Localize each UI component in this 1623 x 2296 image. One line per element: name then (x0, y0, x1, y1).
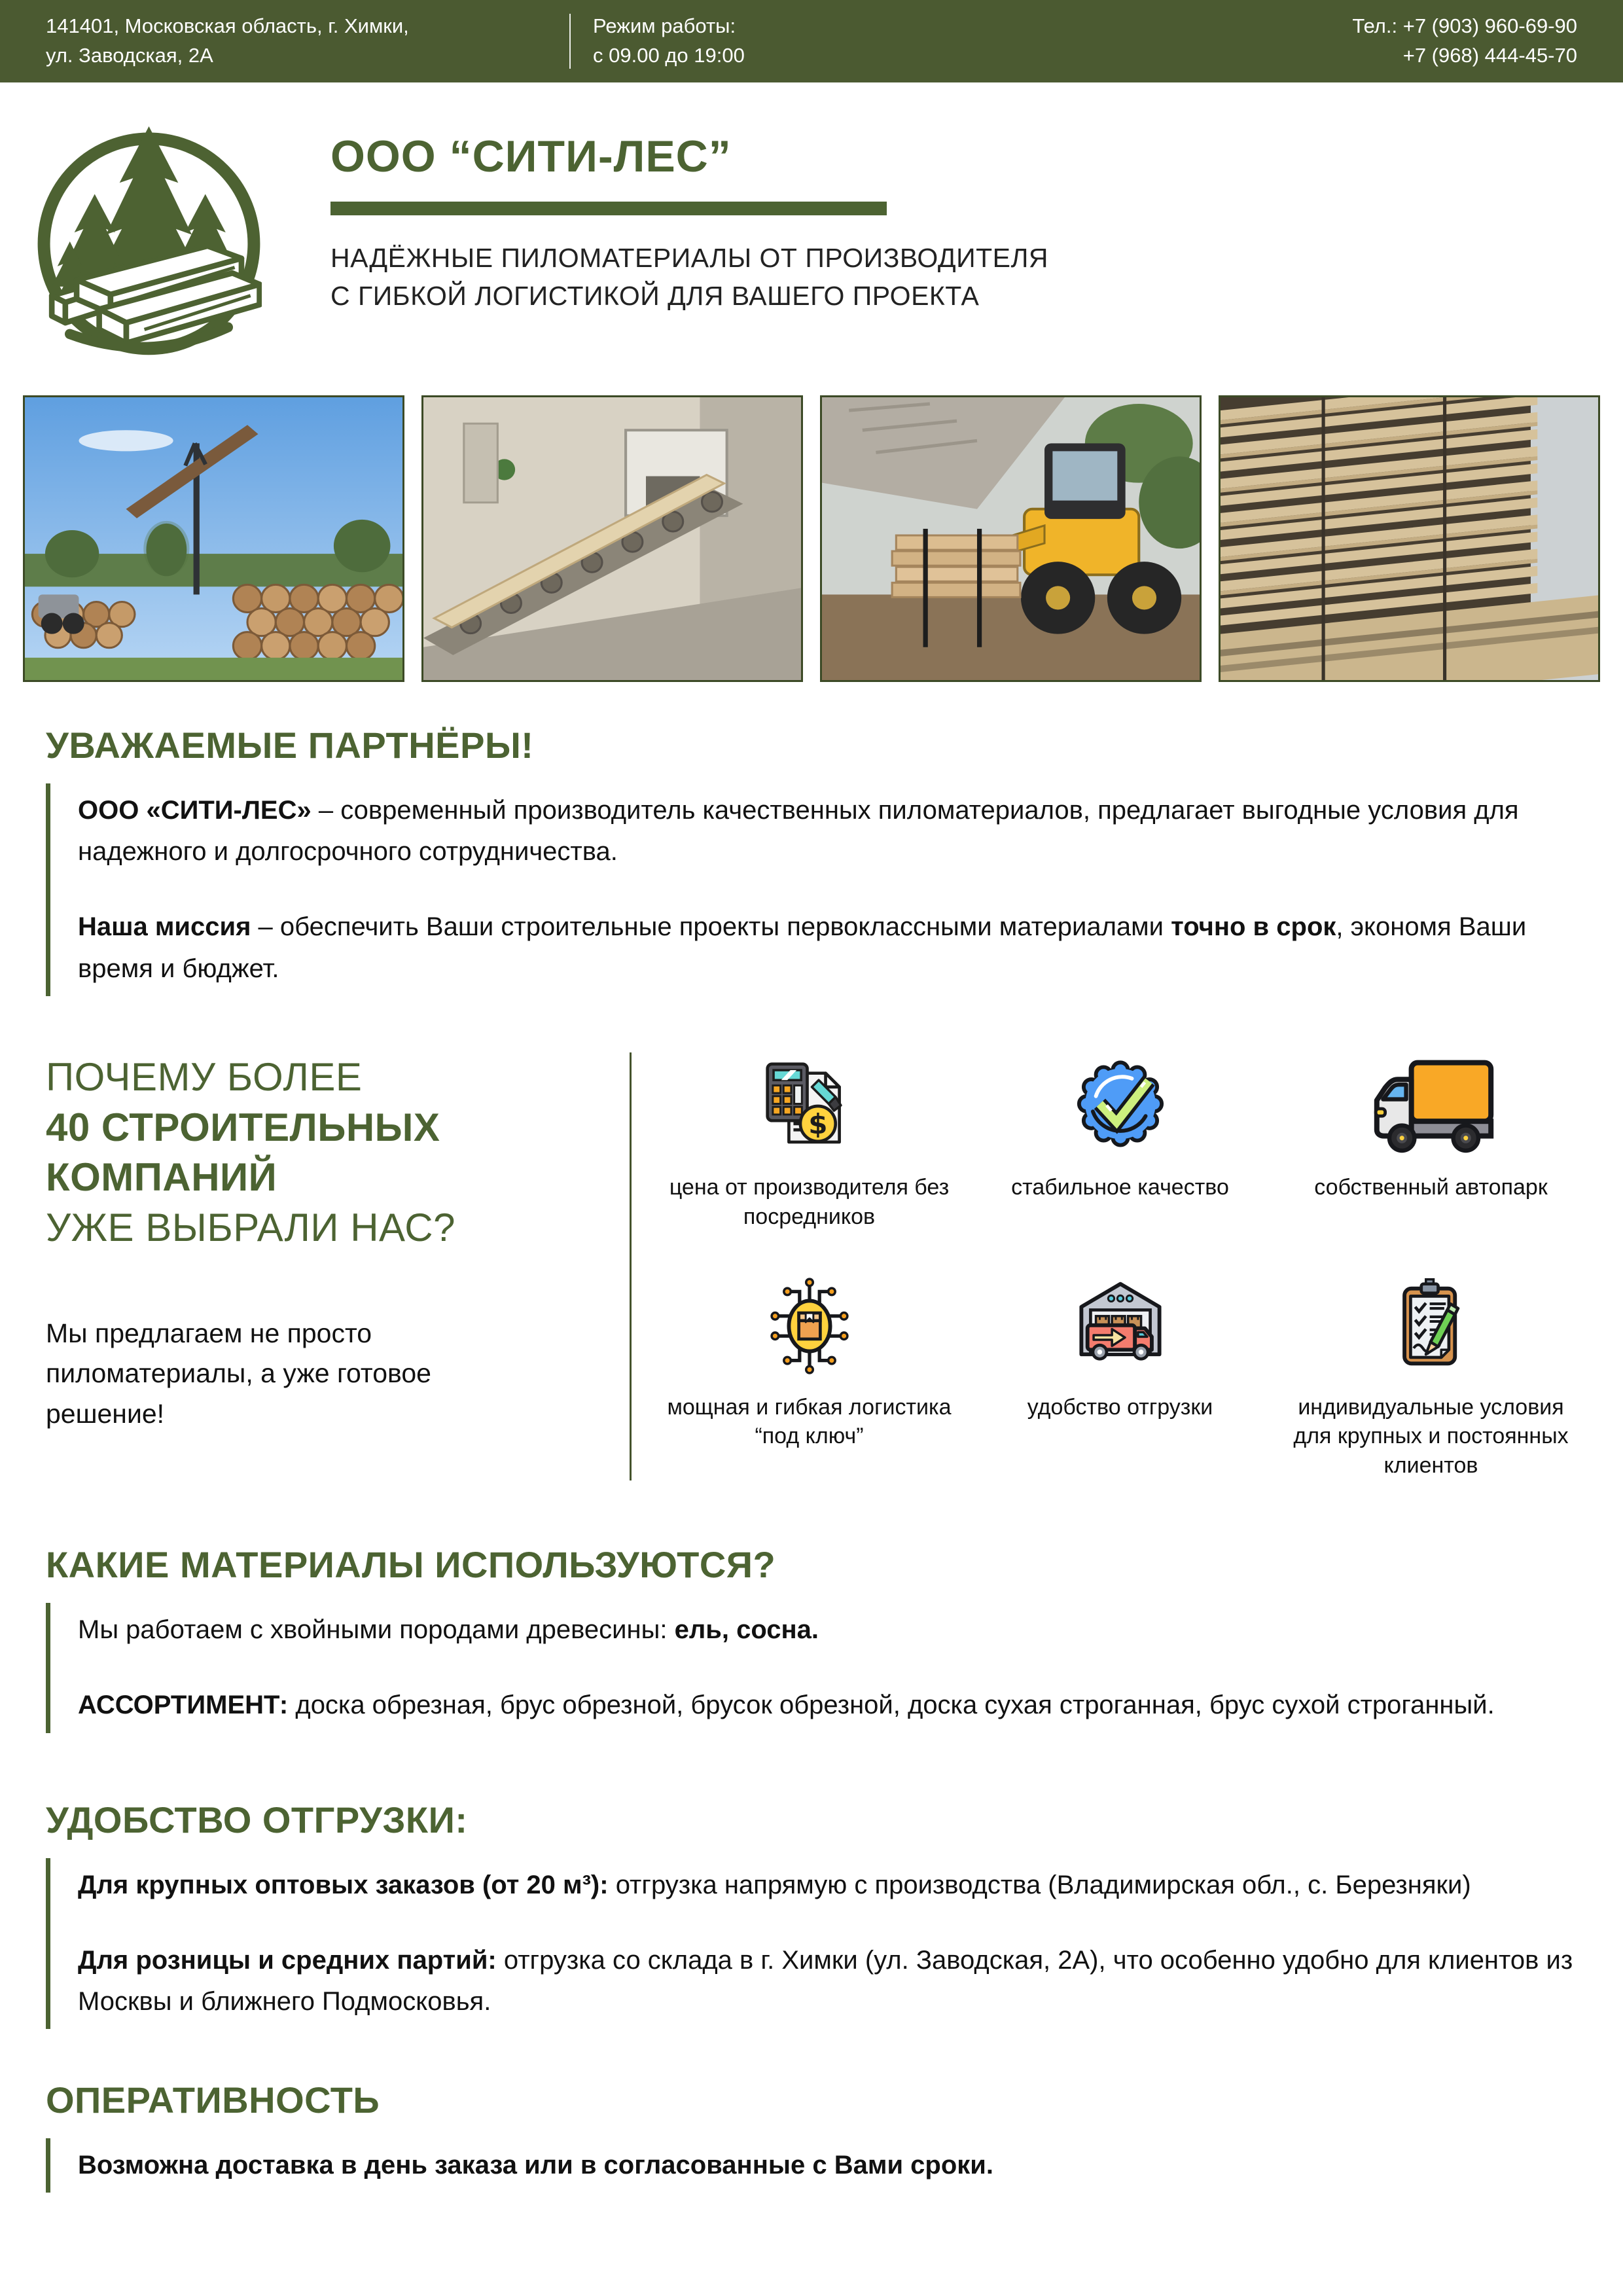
wholesale-text: отгрузка напрямую с производства (Владимирская обл., с. Березняки) (608, 1870, 1471, 1899)
benefits-grid (632, 1052, 1577, 1480)
wholesale-bold: Для крупных оптовых заказов (от 20 м³): (78, 1870, 609, 1899)
working-hours (593, 12, 745, 71)
benefit-label: мощная и гибкая логистика “под ключ” (667, 1394, 952, 1449)
materials-intro: Мы работаем с хвойными породами древесины: (78, 1615, 675, 1645)
shipping-heading: УДОБСТВО ОТГРУЗКИ: (46, 1799, 468, 1840)
forest-lumber-logo-icon (36, 106, 262, 368)
mission-text: – обеспечить Ваши строительные проекты первоклассными материалами (251, 912, 1171, 942)
shipping-text-block (46, 1858, 1577, 2030)
why-note: Мы предлагаем не просто пиломатериалы, а уже готовое решение! (46, 1318, 431, 1429)
brand-header (36, 106, 1577, 368)
company-address (46, 12, 569, 71)
partners-heading: УВАЖАЕМЫЕ ПАРТНЁРЫ! (46, 725, 534, 766)
logistics-network-box-icon (760, 1276, 859, 1376)
speed-text-bold: Возможна доставка в день заказа или в согласованные с Вами сроки. (78, 2151, 994, 2180)
why-line-2: 40 СТРОИТЕЛЬНЫХ (46, 1105, 440, 1149)
benefit-label: стабильное качество (1011, 1174, 1229, 1200)
wood-species-bold: ель, сосна. (674, 1615, 819, 1645)
materials-text-block (46, 1603, 1577, 1732)
partners-paragraph-1-text: – современный производитель качественных пиломатериалов, предлагает выгодные условия для надежного и долгосрочного сотрудничества. (78, 796, 1519, 867)
title-underline-bar (330, 202, 887, 215)
materials-heading: КАКИЕ МАТЕРИАЛЫ ИСПОЛЬЗУЮТСЯ? (46, 1544, 776, 1586)
clipboard-checklist-icon (1382, 1276, 1481, 1376)
benefit-logistics (663, 1272, 955, 1481)
working-hours-label: Режим работы: (593, 14, 736, 38)
delivery-truck-icon (1363, 1056, 1499, 1156)
shipping-paragraph-2 (78, 1940, 1577, 2022)
partners-paragraph-1 (78, 790, 1577, 872)
photo-strip (23, 395, 1600, 682)
benefit-shipping (974, 1272, 1266, 1481)
tagline (330, 239, 1048, 315)
benefit-quality (974, 1052, 1266, 1232)
partners-text-block (46, 783, 1577, 996)
benefit-fleet (1285, 1052, 1577, 1232)
retail-text: отгрузка со склада в г. Химки (ул. Заводская, 2А), что особенно удобно для клиентов из Москвы и ближнего Подмосковья. (78, 1945, 1573, 2016)
assortment-bold: АССОРТИМЕНТ: (78, 1691, 289, 1720)
phone-number-2: +7 (968) 444-45-70 (1402, 44, 1577, 67)
warehouse-shipping-icon (1071, 1276, 1170, 1376)
partners-paragraph-2 (78, 906, 1577, 989)
svg-text:$: $ (808, 1107, 828, 1140)
why-line-4: УЖЕ ВЫБРАЛИ НАС? (46, 1206, 455, 1250)
page-title: ООО “СИТИ-ЛЕС” (330, 132, 732, 181)
benefit-label: индивидуальные условия для крупных и постоянных клиентов (1293, 1394, 1569, 1479)
speed-text-block (46, 2138, 1577, 2193)
company-name-bold: ООО «СИТИ-ЛЕС» (78, 796, 312, 825)
on-time-bold: точно в срок (1171, 912, 1336, 942)
calculator-invoice-icon (760, 1056, 859, 1156)
lumber-stacks-photo (1219, 395, 1600, 682)
phone-number-1: Тел.: +7 (903) 960-69-90 (1352, 14, 1577, 38)
materials-paragraph-1 (78, 1609, 1577, 1651)
why-line-1: ПОЧЕМУ БОЛЕЕ (46, 1054, 363, 1099)
sawmill-conveyor-photo (421, 395, 803, 682)
address-line-1: 141401, Московская область, г. Химки, (46, 14, 409, 38)
benefit-label: удобство отгрузки (1027, 1394, 1213, 1420)
benefit-price (663, 1052, 955, 1232)
phone-numbers (1352, 12, 1577, 71)
tagline-line-2: С ГИБКОЙ ЛОГИСТИКОЙ ДЛЯ ВАШЕГО ПРОЕКТА (330, 281, 980, 312)
header-divider (569, 14, 571, 69)
top-contact-bar (0, 0, 1623, 82)
log-crane-photo (23, 395, 404, 682)
front-loader-photo (820, 395, 1202, 682)
working-hours-value: с 09.00 до 19:00 (593, 44, 745, 67)
retail-bold: Для розницы и средних партий: (78, 1945, 497, 1975)
mission-text-rest: , экономя Ваши время и бюджет. (78, 912, 1527, 983)
brand-text (330, 106, 1048, 368)
address-line-2: ул. Заводская, 2А (46, 44, 213, 67)
why-us-section (46, 1052, 1577, 1480)
why-us-heading-column (46, 1052, 632, 1480)
shipping-paragraph-1 (78, 1865, 1577, 1906)
benefit-label: цена от производителя без посредников (669, 1174, 950, 1229)
benefit-label: собственный автопарк (1314, 1174, 1548, 1200)
why-line-3: КОМПАНИЙ (46, 1155, 277, 1200)
speed-paragraph (78, 2145, 1577, 2186)
mission-bold: Наша миссия (78, 912, 251, 942)
tagline-line-1: НАДЁЖНЫЕ ПИЛОМАТЕРИАЛЫ ОТ ПРОИЗВОДИТЕЛЯ (330, 243, 1049, 273)
assortment-list: доска обрезная, брус обрезной, брусок обрезной, доска сухая строганная, брус сухой строганный. (288, 1691, 1495, 1720)
speed-heading: ОПЕРАТИВНОСТЬ (46, 2079, 380, 2121)
benefit-individual-terms (1285, 1272, 1577, 1481)
materials-paragraph-2 (78, 1685, 1577, 1726)
quality-badge-check-icon (1071, 1056, 1170, 1156)
